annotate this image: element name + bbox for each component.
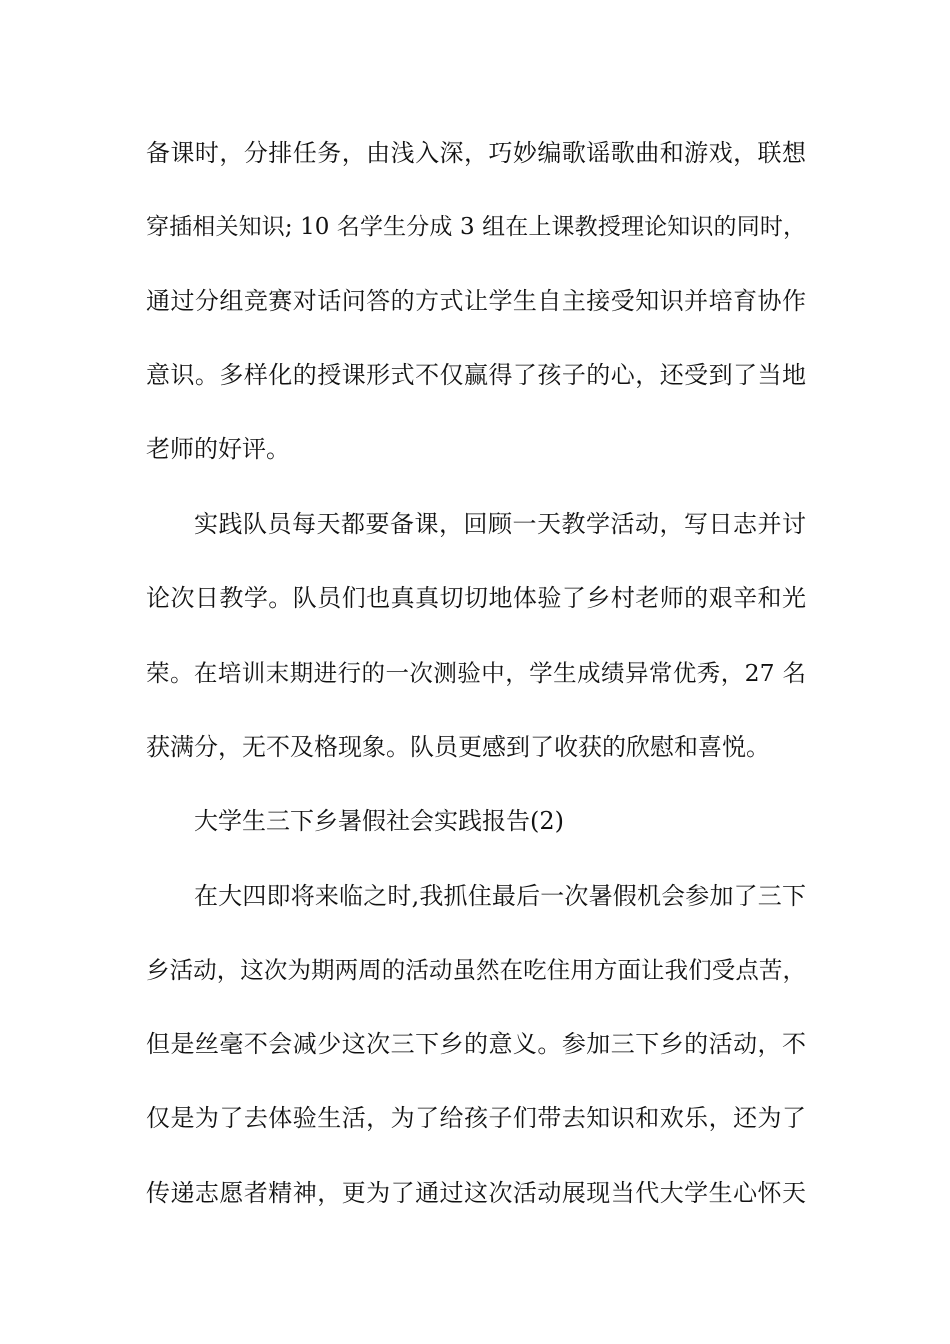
- text-line: 穿插相关知识; 10 名学生分成 3 组在上课教授理论知识的同时，: [146, 214, 806, 240]
- text-line: 备课时，分排任务，由浅入深，巧妙编歌谣歌曲和游戏，联想: [146, 139, 806, 167]
- text-line: 但是丝毫不会减少这次三下乡的意义。参加三下乡的活动，不: [146, 1030, 806, 1058]
- text-line: 论次日教学。队员们也真真切切地体验了乡村老师的艰辛和光: [146, 584, 806, 612]
- text-line: 通过分组竞赛对话问答的方式让学生自主接受知识并培育协作: [146, 287, 806, 315]
- text-line: 仅是为了去体验生活，为了给孩子们带去知识和欢乐，还为了: [146, 1104, 806, 1132]
- text-line: 实践队员每天都要备课，回顾一天教学活动，写日志并讨: [194, 510, 806, 538]
- text-line: 传递志愿者精神，更为了通过这次活动展现当代大学生心怀天: [146, 1179, 806, 1207]
- text-line: 荣。在培训末期进行的一次测验中，学生成绩异常优秀，27 名: [146, 659, 806, 687]
- text-line: 乡活动，这次为期两周的活动虽然在吃住用方面让我们受点苦，: [146, 956, 806, 984]
- text-line: 意识。多样化的授课形式不仅赢得了孩子的心，还受到了当地: [146, 361, 806, 389]
- text-line: 在大四即将来临之时,我抓住最后一次暑假机会参加了三下: [194, 882, 806, 910]
- text-line: 获满分，无不及格现象。队员更感到了收获的欣慰和喜悦。: [146, 733, 770, 761]
- section-heading: 大学生三下乡暑假社会实践报告(2): [194, 807, 564, 835]
- text-line: 老师的好评。: [146, 435, 290, 463]
